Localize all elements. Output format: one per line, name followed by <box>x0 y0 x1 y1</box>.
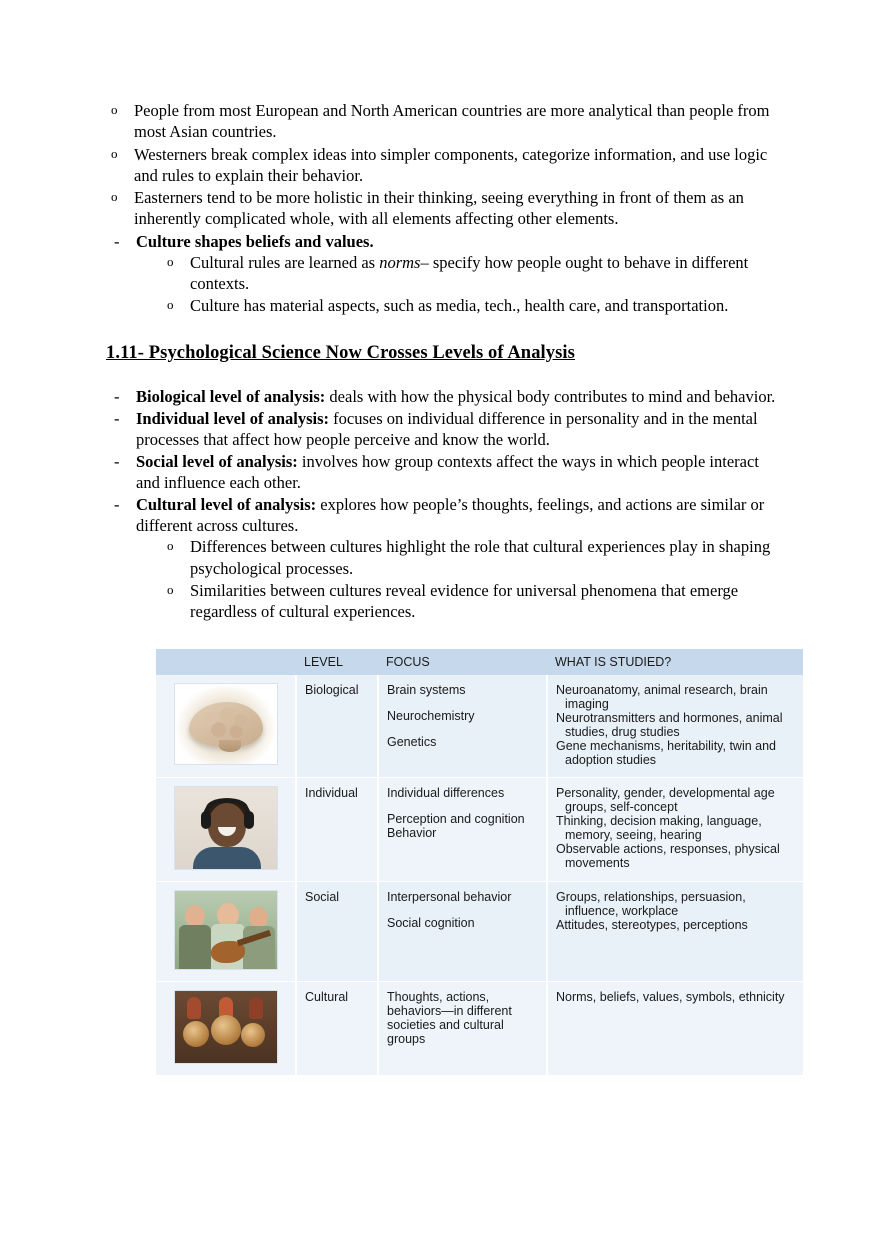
brain-photo <box>174 683 278 765</box>
list-item-text: Differences between cultures highlight the role that cultural experiences play in shaping psychological processes. <box>190 537 771 578</box>
list-item-text: focuses on individual difference in personality and in the mental processes that affect how people perceive and know the world. <box>136 408 758 449</box>
list-item-text-after: – specify how people ought to behave in different contexts. <box>190 252 749 294</box>
culture-sub-list-wrap <box>162 252 778 317</box>
list-item-term: Cultural level of analysis: <box>136 495 317 515</box>
studied-line: Thinking, decision making, language, memory, seeing, hearing <box>556 813 762 842</box>
top-bullet-list <box>106 100 778 230</box>
studied-line: Neuroanatomy, animal research, brain imaging <box>556 682 768 711</box>
bullet-dash-icon: - <box>114 451 120 471</box>
bullet-circle-icon: o <box>167 581 174 597</box>
drummer-figure-icon <box>249 997 263 1019</box>
cultural-sub-list-wrap <box>162 536 778 622</box>
list-item-term: Social level of analysis: <box>136 451 298 471</box>
list-item-text: Similarities between cultures reveal evidence for universal phenomena that emerge regardless of cultural experiences. <box>190 580 739 622</box>
row-image-cell <box>156 881 296 981</box>
focus-line: Brain systems <box>387 682 466 697</box>
column-header-level: LEVEL <box>296 649 378 675</box>
torso-shape-icon <box>193 847 261 870</box>
focus-line: Social cognition <box>387 915 475 930</box>
column-header-focus: FOCUS <box>378 649 547 675</box>
person-head-icon <box>249 907 268 928</box>
focus-line: Perception and cognition <box>387 811 525 826</box>
row-image-cell <box>156 777 296 881</box>
list-item-text: deals with how the physical body contributes to mind and behavior. <box>325 386 776 406</box>
table-row <box>156 981 803 1075</box>
list-item <box>106 408 778 450</box>
drum-icon <box>241 1023 265 1047</box>
list-item-text: People from most European and North American countries are more analytical than people from most Asian countries. <box>134 101 770 142</box>
list-item-term: Biological level of analysis: <box>136 386 326 406</box>
list-item-text: involves how group contexts affect the ways in which people interact and influence each other. <box>136 451 759 493</box>
row-focus <box>378 777 547 881</box>
document-content <box>106 100 785 1076</box>
list-item <box>162 252 778 295</box>
table-header <box>156 649 803 675</box>
row-image-cell <box>156 675 296 778</box>
list-item <box>106 494 778 622</box>
list-item-text: Westerners break complex ideas into simpler components, categorize information, and use logic and rules to explain their behavior. <box>134 144 768 185</box>
bullet-circle-icon: o <box>111 145 118 161</box>
list-item <box>106 187 778 230</box>
person-head-icon <box>217 903 239 927</box>
cultural-sub-list <box>162 536 778 622</box>
headphone-left-icon <box>201 811 211 829</box>
focus-gap <box>387 723 538 735</box>
row-level: Biological <box>296 675 378 778</box>
table-row <box>156 777 803 881</box>
list-item <box>162 580 778 623</box>
studied-line: Groups, relationships, persuasion, influence, workplace <box>556 889 746 918</box>
list-item-text: explores how people’s thoughts, feelings, and actions are similar or different across cultures. <box>136 495 765 536</box>
levels-bullet-list <box>106 386 778 623</box>
table-body <box>156 675 803 1076</box>
studied-line: Gene mechanisms, heritability, twin and adoption studies <box>556 738 777 767</box>
bullet-circle-icon: o <box>167 297 174 313</box>
friends-with-guitar-photo <box>174 890 278 970</box>
list-item <box>106 386 778 407</box>
list-item-text: Culture has material aspects, such as media, tech., health care, and transportation. <box>190 296 729 316</box>
headphone-right-icon <box>244 811 254 829</box>
culture-bullet-list <box>106 231 778 317</box>
drummer-figure-icon <box>187 997 201 1019</box>
row-focus <box>378 881 547 981</box>
person-torso-icon <box>179 925 211 969</box>
row-level: Cultural <box>296 981 378 1075</box>
studied-line: Personality, gender, developmental age groups, self-concept <box>556 785 775 814</box>
list-item <box>106 231 778 317</box>
row-studied <box>547 981 803 1075</box>
bullet-dash-icon: - <box>114 386 120 406</box>
focus-gap <box>387 904 538 916</box>
focus-gap <box>387 697 538 709</box>
focus-line: Neurochemistry <box>387 708 475 723</box>
list-item-text: Easterners tend to be more holistic in their thinking, seeing everything in front of them as an inherently complicated whole, with all elements affecting other elements. <box>134 188 744 229</box>
row-studied <box>547 881 803 981</box>
list-item <box>162 295 778 316</box>
studied-line: Observable actions, responses, physical movements <box>556 841 780 870</box>
drum-icon <box>183 1021 209 1047</box>
row-studied <box>547 777 803 881</box>
list-item <box>162 536 778 579</box>
column-header-what-is-studied: WHAT IS STUDIED? <box>547 649 803 675</box>
list-item-text-before: Cultural rules are learned as <box>190 252 380 272</box>
table-row <box>156 881 803 981</box>
cultural-drummers-photo <box>174 990 278 1064</box>
row-image-cell <box>156 981 296 1075</box>
brain-stem-icon <box>219 740 241 752</box>
row-level: Individual <box>296 777 378 881</box>
bullet-circle-icon: o <box>167 253 174 269</box>
row-level: Social <box>296 881 378 981</box>
levels-of-analysis-table-wrap <box>156 649 785 1076</box>
row-focus <box>378 981 547 1075</box>
levels-of-analysis-table <box>156 649 803 1076</box>
list-item <box>106 451 778 493</box>
section-heading: 1.11- Psychological Science Now Crosses Levels of Analysis <box>106 342 575 363</box>
list-item <box>106 100 778 143</box>
focus-line: Individual differences <box>387 785 505 800</box>
list-item-term: Individual level of analysis: <box>136 408 329 428</box>
bullet-circle-icon: o <box>167 538 174 554</box>
list-item-heading: Culture shapes beliefs and values. <box>136 231 374 251</box>
person-head-icon <box>185 905 205 927</box>
focus-line: Genetics <box>387 734 437 749</box>
list-item-text-italic: norms <box>379 252 421 272</box>
list-item <box>106 144 778 187</box>
studied-line: Neurotransmitters and hormones, animal studies, drug studies <box>556 710 783 739</box>
bullet-dash-icon: - <box>114 408 120 428</box>
bullet-dash-icon: - <box>114 231 120 251</box>
person-with-headphones-photo <box>174 786 278 870</box>
bullet-circle-icon: o <box>111 189 118 205</box>
column-header-image <box>156 649 296 675</box>
row-studied <box>547 675 803 778</box>
table-row <box>156 675 803 778</box>
bullet-circle-icon: o <box>111 102 118 117</box>
table-header-row <box>156 649 803 675</box>
focus-gap <box>387 800 538 812</box>
bullet-dash-icon: - <box>114 495 120 515</box>
drum-icon <box>211 1015 241 1045</box>
focus-line: Thoughts, actions, behaviors—in different societies and cultural groups <box>387 989 512 1046</box>
studied-line: Norms, beliefs, values, symbols, ethnicity <box>556 989 785 1004</box>
row-focus <box>378 675 547 778</box>
culture-sub-list <box>162 252 778 317</box>
focus-line: Behavior <box>387 825 437 840</box>
focus-line: Interpersonal behavior <box>387 889 512 904</box>
studied-line: Attitudes, stereotypes, perceptions <box>556 917 748 932</box>
